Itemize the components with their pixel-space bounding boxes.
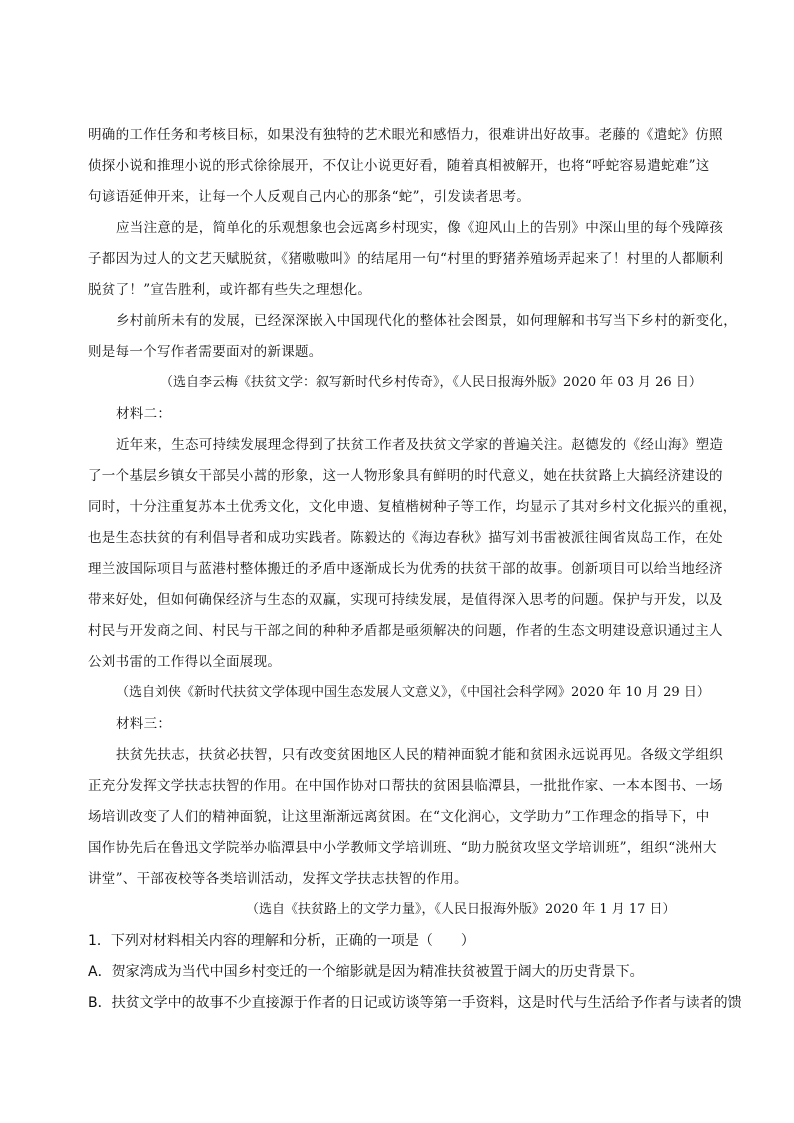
text-line: 国作协先后在鲁迅文学院举办临潭县中小学教师文学培训班、“助力脱贫攻坚文学培训班”，组织“洮州大 [88, 840, 717, 856]
text-line: 子都因为过人的文艺天赋脱贫，《猪嗷嗷叫》的结尾用一句“村里的野猪养殖场弄起来了！村里的人都顺利 [88, 251, 724, 267]
text-line: 也是生态扶贫的有利倡导者和成功实践者。陈毅达的《海边春秋》描写刘书雷被派往闽省岚岛工作，在处 [88, 530, 723, 546]
text-line: 扶贫先扶志，扶贫必扶智，只有改变贫困地区人民的精神面貌才能和贫困永远说再见。各级文学组织 [116, 747, 724, 763]
text-line: 公刘书雷的工作得以全面展现。 [88, 654, 282, 670]
source-citation: （选自李云梅《扶贫文学：叙写新时代乡村传奇》，《人民日报海外版》2020 年 03 月 26 日） [160, 375, 702, 390]
text-line: 带来好处，但如何确保经济与生态的双赢，实现可持续发展，是值得深入思考的问题。保护与开发，以及 [88, 592, 723, 608]
text-line: 了一个基层乡镇女干部吴小蒿的形象，这一人物形象具有鲜明的时代意义，她在扶贫路上大搞经济建设的 [88, 468, 723, 484]
text-line: 明确的工作任务和考核目标，如果没有独特的艺术眼光和感悟力，很难讲出好故事。老藤的《遣蛇》仿照 [88, 127, 723, 143]
text-line: 场培训改变了人们的精神面貌，让这里渐渐远离贫困。在“文化润心，文学助力”工作理念的指导下，中 [88, 809, 710, 825]
question-stem: 1．下列对材料相关内容的理解和分析，正确的一项是（ ） [88, 933, 475, 949]
text-line: 乡村前所未有的发展，已经深深嵌入中国现代化的整体社会图景，如何理解和书写当下乡村的新变化， [116, 313, 737, 329]
option-a: A．贺家湾成为当代中国乡村变迁的一个缩影就是因为精准扶贫被置于阔大的历史背景下。 [88, 964, 644, 980]
option-b: B．扶贫文学中的故事不少直接源于作者的日记或访谈等第一手资料，这是时代与生活给予作者与读者的馈 [88, 995, 742, 1011]
section-label: 材料二： [116, 406, 172, 422]
source-citation: （选自《扶贫路上的文学力量》，《人民日报海外版》2020 年 1 月 17 日） [246, 902, 676, 917]
text-line: 讲堂”、干部夜校等各类培训活动，发挥文学扶志扶智的作用。 [88, 871, 468, 887]
text-line: 则是每一个写作者需要面对的新课题。 [88, 344, 323, 360]
text-line: 同时，十分注重复苏本土优秀文化，文化申遗、复植楷树种子等工作，均显示了其对乡村文化振兴的重视， [88, 499, 737, 515]
text-line: 村民与开发商之间、村民与干部之间的种种矛盾都是亟须解决的问题，作者的生态文明建设意识通过主人 [88, 623, 723, 639]
text-line: 理兰波国际项目与蓝港村整体搬迁的矛盾中逐渐成长为优秀的扶贫干部的故事。创新项目可以给当地经济 [88, 561, 723, 577]
source-citation: （选自刘侠《新时代扶贫文学体现中国生态发展人文意义》，《中国社会科学网》2020 年 10 月 29 日） [116, 685, 710, 700]
text-line: 应当注意的是，简单化的乐观想象也会远离乡村现实，像《迎风山上的告别》中深山里的每个残障孩 [116, 220, 724, 236]
text-line: 侦探小说和推理小说的形式徐徐展开，不仅让小说更好看，随着真相被解开，也将“呼蛇容易遣蛇难”这 [88, 158, 710, 174]
text-line: 脱贫了！”宣告胜利，或许都有些失之理想化。 [88, 282, 372, 298]
text-line: 句谚语延伸开来，让每一个人反观自己内心的那条“蛇”，引发读者思考。 [88, 189, 531, 205]
text-line: 正充分发挥文学扶志扶智的作用。在中国作协对口帮扶的贫困县临潭县，一批批作家、一本本图书、一场 [88, 778, 723, 794]
text-line: 近年来，生态可持续发展理念得到了扶贫工作者及扶贫文学家的普遍关注。赵德发的《经山海》塑造 [116, 437, 724, 453]
section-label: 材料三： [116, 716, 172, 732]
